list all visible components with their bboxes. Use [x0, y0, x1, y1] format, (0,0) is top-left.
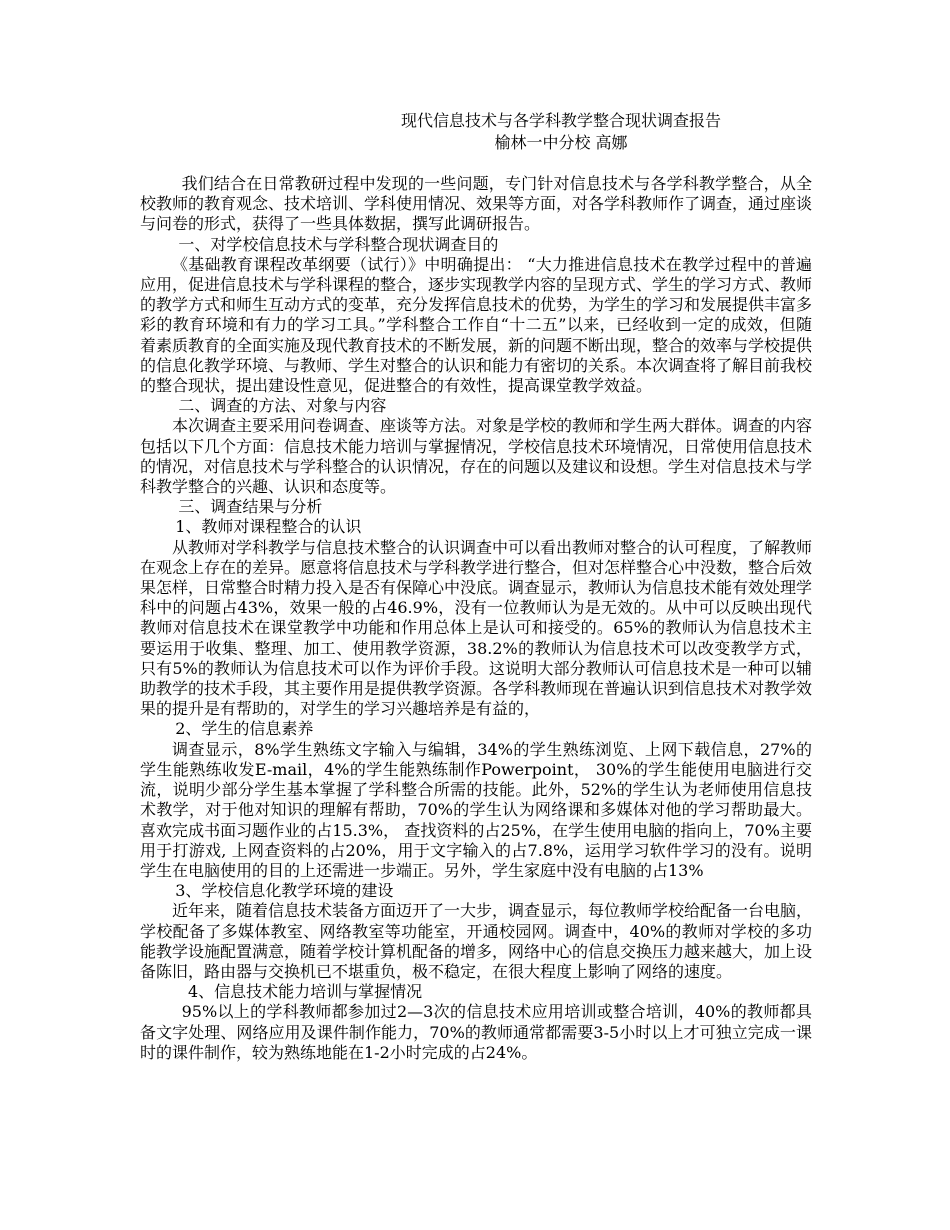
section-1-heading: 一、对学校信息技术与学科整合现状调查目的 [178, 234, 499, 254]
intro-paragraph: 我们结合在日常教研过程中发现的一些问题，专门针对信息技术与各学科教学整合，从全校教师的教育观念、技术培训、学科使用情况、效果等方面，对各学科教师作了调查，通过座谈与问卷的形式，获得了一些具体数据，撰写此调研报告。 [140, 174, 813, 234]
section-3-heading: 三、调查结果与分析 [178, 497, 323, 517]
document-page [140, 110, 812, 1063]
subsection-2-heading: 2、学生的信息素养 [175, 719, 314, 739]
section-2-paragraph: 本次调查主要采用问卷调查、座谈等方法。对象是学校的教师和学生两大群体。调查的内容包括以下几个方面：信息技术能力培训与掌握情况，学校信息技术环境情况，日常使用信息技术的情况，对信息技术与学科整合的认识情况，存在的问题以及建议和设想。学生对信息技术与学科教学整合的兴趣、认识和态度等。 [140, 416, 813, 497]
subsection-2-paragraph: 调查显示，8%学生熟练文字输入与编辑，34%的学生熟练浏览、上网下载信息，27%的学生能熟练收发E-mail，4%的学生能熟练制作Powerpoint， 30%的学生能使用电脑进行交流，说明少部分学生基本掌握了学科整合所需的技能。此外，52%的学生认为老师使用信息技术教学，对于他对知识的理解有帮助，70%的学生认为网络课和多媒体对他的学习帮助最大。喜欢完成书面习题作业的占15.3%， 查找资料的占25%，在学生使用电脑的指向上，70%主要用于打游戏, 上网查资料的占20%，用于文字输入的占7.8%，运用学习软件学习的没有。说明学生在电脑使用的目的上还需进一步端正。另外，学生家庭中没有电脑的占13% [140, 739, 812, 880]
document-title: 现代信息技术与各学科教学整合现状调查报告 [400, 111, 721, 130]
section-2-heading: 二、调查的方法、对象与内容 [178, 396, 387, 416]
subsection-4-heading: 4、信息技术能力培训与掌握情况 [188, 982, 423, 1002]
subsection-3-paragraph: 近年来，随着信息技术装备方面迈开了一大步，调查显示，每位教师学校给配备一台电脑，学校配备了多媒体教室、网络教室等功能室，开通校园网。调查中，40%的教师对学校的多功能教学设施配置满意，随着学校计算机配备的增多，网络中心的信息交换压力越来越大，加上设备陈旧，路由器与交换机已不堪重负，极不稳定，在很大程度上影响了网络的速度。 [140, 901, 813, 981]
document-author: 榆林一中分校 高娜 [494, 133, 628, 152]
subsection-3-heading: 3、学校信息化教学环境的建设 [175, 881, 394, 901]
section-1-paragraph: 《基础教育课程改革纲要（试行）》中明确提出： “大力推进信息技术在教学过程中的普遍应用，促进信息技术与学科课程的整合，逐步实现教学内容的呈现方式、学生的学习方式、教师的教学方式和师生互动方式的变革，充分发挥信息技术的优势，为学生的学习和发展提供丰富多彩的教育环境和有力的学习工具。”学科整合工作自“十二五”以来，已经收到一定的成效，但随着素质教育的全面实施及现代教育技术的不断发展，新的问题不断出现，整合的效率与学校提供的信息化教学环境、与教师、学生对整合的认识和能力有密切的关系。本次调查将了解目前我校的整合现状，提出建设性意见，促进整合的有效性，提高课堂教学效益。 [140, 254, 813, 396]
subsection-4-paragraph: 95%以上的学科教师都参加过2—3次的信息技术应用培训或整合培训，40%的教师都具备文字处理、网络应用及课件制作能力，70%的教师通常都需要3-5小时以上才可独立完成一课时的课件制作，较为熟练地能在1-2小时完成的占24%。 [140, 1002, 812, 1062]
subsection-1-paragraph: 从教师对学科教学与信息技术整合的认识调查中可以看出教师对整合的认可程度，了解教师在观念上存在的差异。愿意将信息技术与学科教学进行整合，但对怎样整合心中没数，整合后效果怎样，日常整合时精力投入是否有保障心中没底。调查显示，教师认为信息技术能有效处理学科中的问题占43%，效果一般的占46.9%，没有一位教师认为是无效的。从中可以反映出现代教师对信息技术在课堂教学中功能和作用总体上是认可和接受的。65%的教师认为信息技术主要运用于收集、整理、加工、使用教学资源，38.2%的教师认为信息技术可以改变教学方式，只有5%的教师认为信息技术可以作为评价手段。这说明大部分教师认可信息技术是一种可以辅助教学的技术手段，其主要作用是提供教学资源。各学科教师现在普遍认识到信息技术对教学效果的提升是有帮助的，对学生的学习兴趣培养是有益的， [140, 537, 813, 719]
subsection-1-heading: 1、教师对课程整合的认识 [175, 517, 362, 537]
